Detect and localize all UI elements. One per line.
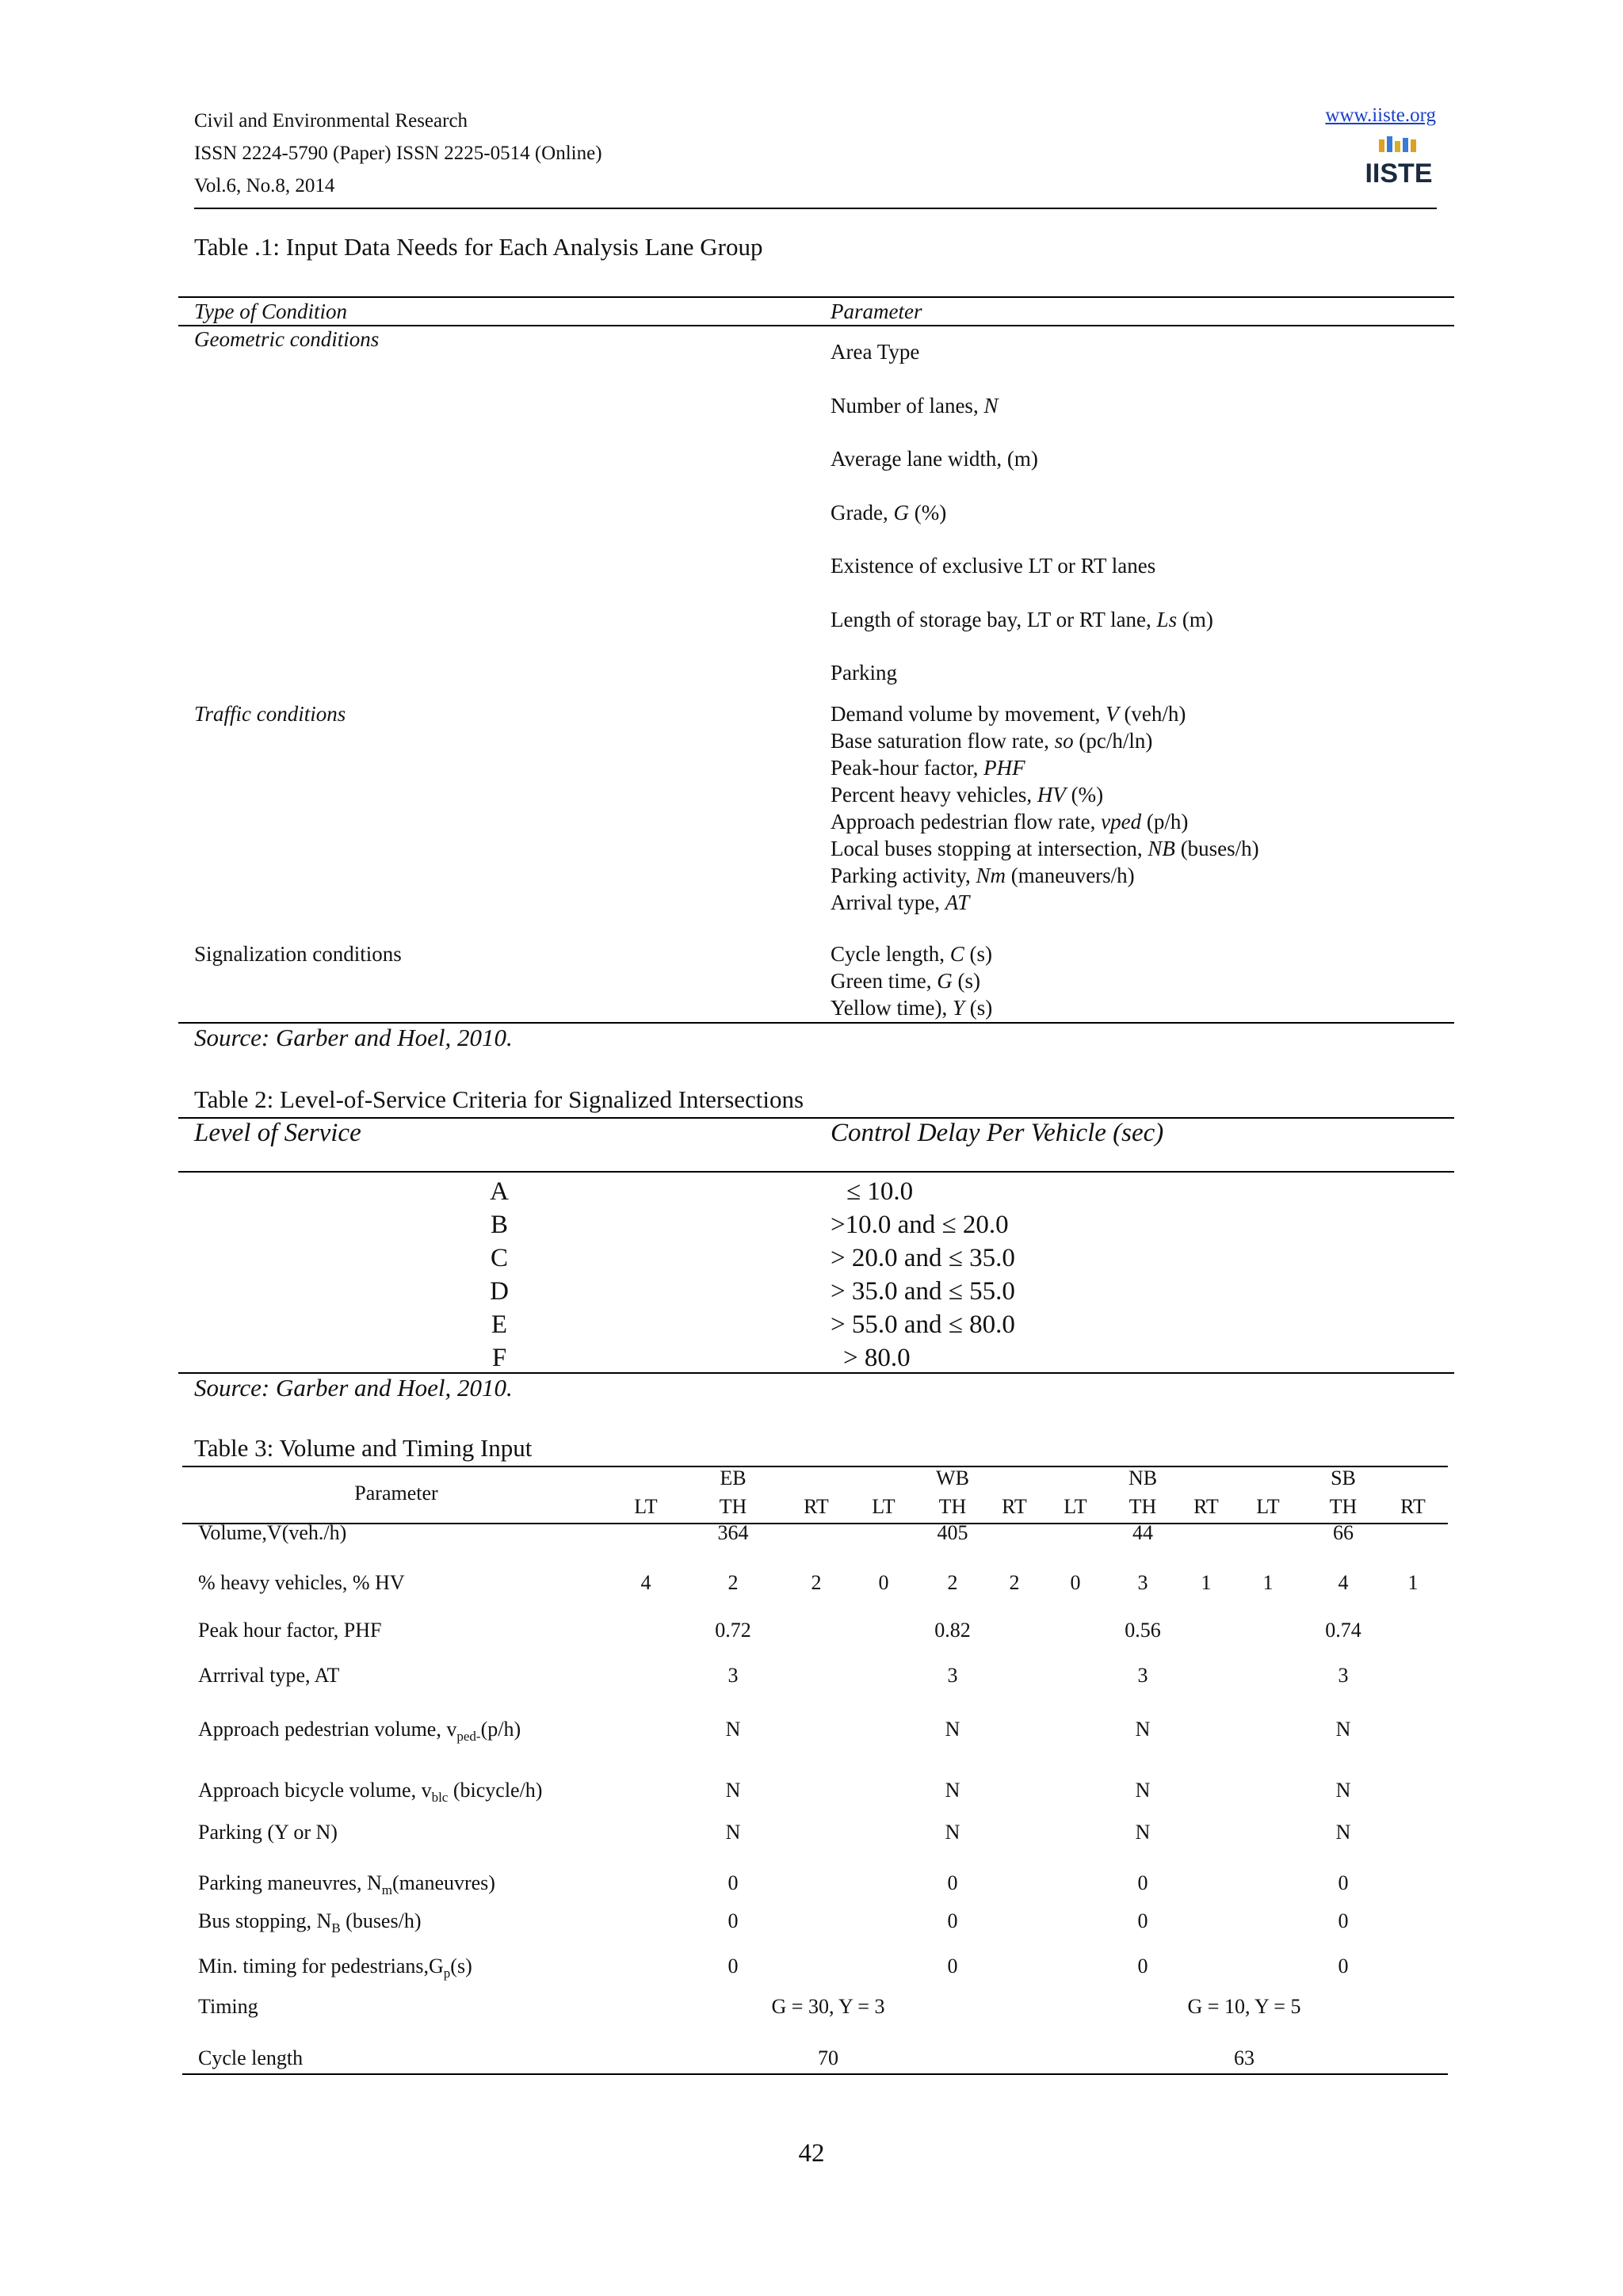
delay-value: > 80.0 (843, 1344, 911, 1372)
row-label: Volume,V(veh./h) (198, 1521, 347, 1544)
table-cell: N (945, 1821, 960, 1844)
row-label: Min. timing for $pedestrians,G_p(s)$ (198, 1955, 472, 1981)
delay-column (831, 1175, 1015, 1375)
table-cell: 0 (947, 1955, 958, 1978)
row-label: Bus stopping, $N_B$ (buses/h) (198, 1909, 422, 1936)
table2-source: Source: Garber and Hoel, 2010. (194, 1374, 513, 1402)
table-cell: 364 (717, 1521, 749, 1544)
table-cell: 3 (727, 1664, 739, 1687)
volume-line: Vol.6, No.8, 2014 (194, 175, 335, 196)
cycle-ew: 70 (818, 2046, 838, 2069)
table-cell: 0 (1338, 1955, 1349, 1978)
header-rule (194, 208, 1437, 209)
table-cell: 2 (947, 1571, 958, 1594)
los-value: F (491, 1344, 507, 1372)
table3-caption: Table 3: Volume and Timing Input (194, 1434, 533, 1462)
table2-col1-header: Level of Service (194, 1119, 361, 1147)
movement-header: TH (1128, 1495, 1157, 1518)
geo-param: Parking (831, 661, 897, 685)
signal-param: Yellow time), Y (s) (831, 996, 993, 1020)
approach-sb: SB (1331, 1466, 1356, 1489)
table2-caption: Table 2: Level-of-Service Criteria for Signalized Intersections (194, 1085, 804, 1113)
table-cell: N (945, 1779, 960, 1802)
cycle-length-label: Cycle length (198, 2046, 304, 2069)
signal-param: Cycle length, C (s) (831, 942, 992, 966)
table-cell: 0 (947, 1909, 958, 1932)
journal-link[interactable]: www.iiste.org (1325, 105, 1436, 126)
traffic-param: Parking activity, Nm (maneuvers/h) (831, 864, 1135, 887)
table-cell: 4 (640, 1571, 651, 1594)
table-cell: N (1335, 1779, 1351, 1802)
table-cell: 1 (1407, 1571, 1419, 1594)
row-label: Parking maneuvres, $N_m(maneuvres)$ (198, 1871, 495, 1898)
row-label: Approach bicycle volume, $v_{blc}$ (bicycle/h) (198, 1779, 543, 1806)
los-column (444, 1175, 555, 1375)
table-cell: N (725, 1718, 741, 1741)
table-cell: N (1135, 1718, 1151, 1741)
table-cell: 0 (727, 1909, 739, 1932)
signalization-conditions-label: Signalization conditions (194, 942, 402, 966)
los-value: A (490, 1177, 509, 1206)
movement-header: RT (1002, 1495, 1027, 1518)
table-cell: 3 (1338, 1664, 1349, 1687)
table3-bottom-rule (182, 2073, 1448, 2075)
timing-ew: G = 30, Y = 3 (771, 1995, 885, 2018)
table-cell: N (1135, 1821, 1151, 1844)
table-cell: 0 (1137, 1909, 1148, 1932)
geo-param: Grade, G (%) (831, 500, 947, 524)
timing-ns: G = 10, Y = 5 (1187, 1995, 1301, 2018)
approach-nb: NB (1128, 1466, 1158, 1489)
table-cell: 3 (1137, 1571, 1148, 1594)
table3-param-header: Parameter (354, 1482, 438, 1505)
table-cell: N (725, 1821, 741, 1844)
traffic-param: Base saturation flow rate, so (pc/h/ln) (831, 729, 1153, 753)
geo-param: Number of lanes, N (831, 393, 999, 418)
journal-title: Civil and Environmental Research (194, 110, 468, 132)
movement-header: LT (1064, 1495, 1087, 1518)
delay-value: >10.0 and ≤ 20.0 (831, 1211, 1009, 1239)
traffic-param: Percent heavy vehicles, HV (%) (831, 783, 1104, 807)
table-cell: 44 (1132, 1521, 1153, 1544)
traffic-param: Peak-hour factor, PHF (831, 756, 1025, 780)
traffic-param: Local buses stopping at intersection, NB (buses/h) (831, 837, 1259, 860)
table-cell: 0 (1137, 1955, 1148, 1978)
table3-top-rule (182, 1466, 1448, 1467)
table1-col1-header: Type of Condition (194, 299, 347, 323)
los-value: B (490, 1211, 508, 1239)
table1-col2-header: Parameter (831, 299, 922, 323)
table-cell: N (1335, 1821, 1351, 1844)
table-cell: N (1335, 1718, 1351, 1741)
table-cell: 0 (947, 1871, 958, 1894)
table-cell: 3 (1137, 1664, 1148, 1687)
geo-param: Existence of exclusive LT or RT lanes (831, 554, 1156, 578)
table2-top-rule (178, 1117, 1454, 1119)
svg-text:IISTE: IISTE (1365, 158, 1433, 189)
table-cell: 0 (1338, 1909, 1349, 1932)
table-cell: 2 (1009, 1571, 1020, 1594)
page-number: 42 (798, 2139, 825, 2168)
timing-label: Timing (198, 1995, 258, 2018)
delay-value: ≤ 10.0 (846, 1177, 914, 1206)
movement-header: LT (1256, 1495, 1280, 1518)
geometric-params (831, 326, 1213, 700)
movement-header: RT (1193, 1495, 1219, 1518)
table-cell: 1 (1262, 1571, 1274, 1594)
traffic-param: Demand volume by movement, V (veh/h) (831, 702, 1186, 726)
cycle-ns: 63 (1234, 2046, 1254, 2069)
los-value: C (490, 1244, 508, 1272)
geo-param: Average lane width, (m) (831, 447, 1038, 471)
table-cell: 3 (947, 1664, 958, 1687)
iiste-logo (1365, 135, 1433, 198)
table-cell: N (725, 1779, 741, 1802)
table-cell: 0 (1338, 1871, 1349, 1894)
row-label: Parking (Y or N) (198, 1821, 338, 1844)
table2-header-rule (178, 1171, 1454, 1173)
row-label: Arrrival type, AT (198, 1664, 340, 1687)
signal-param: Green time, G (s) (831, 969, 980, 993)
table-cell: 0.74 (1325, 1619, 1361, 1642)
table-cell: 0 (1137, 1871, 1148, 1894)
signal-params (831, 940, 992, 1021)
row-label: Approach pedestrian volume, $v_{ped-}(p/h)$ (198, 1718, 521, 1745)
table-cell: 2 (727, 1571, 739, 1594)
table2-col2-header: Control Delay Per Vehicle (sec) (831, 1119, 1164, 1147)
movement-header: LT (872, 1495, 896, 1518)
table-cell: 2 (811, 1571, 822, 1594)
geo-param: Length of storage bay, LT or RT lane, Ls (m) (831, 607, 1213, 631)
los-value: D (490, 1277, 509, 1306)
movement-header: TH (938, 1495, 967, 1518)
table1-source: Source: Garber and Hoel, 2010. (194, 1024, 513, 1051)
table-cell: 0 (727, 1955, 739, 1978)
delay-value: > 55.0 and ≤ 80.0 (831, 1310, 1015, 1339)
table1-caption: Table .1: Input Data Needs for Each Analysis Lane Group (194, 233, 763, 261)
movement-header: TH (1329, 1495, 1358, 1518)
row-label: % heavy vehicles, % HV (198, 1571, 405, 1594)
row-label: Peak hour factor, PHF (198, 1619, 382, 1642)
traffic-param: Approach pedestrian flow rate, vped (p/h) (831, 810, 1189, 833)
movement-header: LT (634, 1495, 658, 1518)
movement-header: RT (1400, 1495, 1426, 1518)
table3-header-rule (182, 1523, 1448, 1524)
traffic-conditions-label: Traffic conditions (194, 702, 346, 726)
movement-header: TH (719, 1495, 747, 1518)
geo-param: Area Type (831, 340, 920, 364)
table-cell: 4 (1338, 1571, 1349, 1594)
approach-eb: EB (720, 1466, 747, 1489)
table-cell: 0 (878, 1571, 889, 1594)
los-value: E (491, 1310, 508, 1339)
issn-line: ISSN 2224-5790 (Paper) ISSN 2225-0514 (Online) (194, 143, 602, 164)
table-cell: N (945, 1718, 960, 1741)
traffic-param: Arrival type, AT (831, 891, 970, 914)
table-cell: 66 (1333, 1521, 1354, 1544)
table-cell: 0 (727, 1871, 739, 1894)
table-cell: 0.56 (1125, 1619, 1161, 1642)
delay-value: > 35.0 and ≤ 55.0 (831, 1277, 1015, 1306)
traffic-params (831, 700, 1259, 916)
table1-top-rule (178, 296, 1454, 298)
table-cell: 0.72 (715, 1619, 751, 1642)
approach-wb: WB (936, 1466, 969, 1489)
geometric-conditions-label: Geometric conditions (194, 327, 380, 351)
delay-value: > 20.0 and ≤ 35.0 (831, 1244, 1015, 1272)
table-cell: 1 (1201, 1571, 1212, 1594)
movement-header: RT (804, 1495, 829, 1518)
table-cell: 0 (1070, 1571, 1081, 1594)
table-cell: 405 (937, 1521, 968, 1544)
table-cell: N (1135, 1779, 1151, 1802)
table-cell: 0.82 (934, 1619, 971, 1642)
